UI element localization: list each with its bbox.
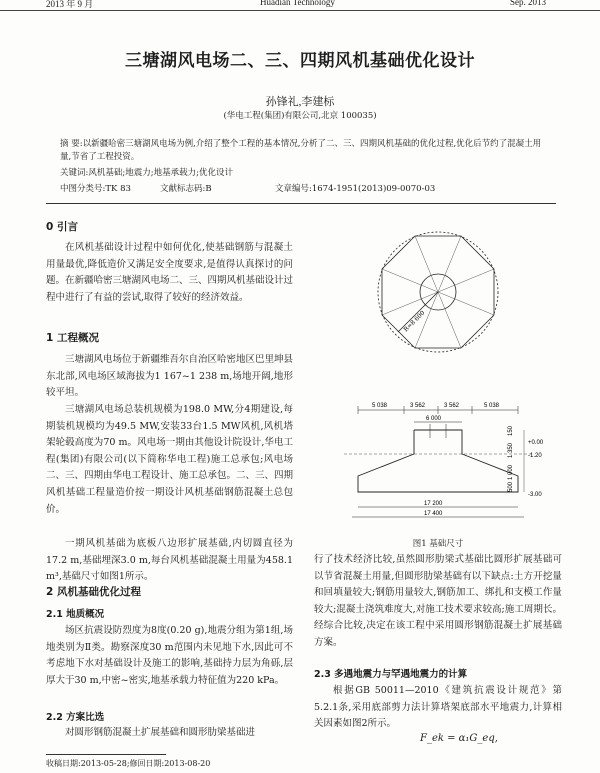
section-1-paragraph-1: 三塘湖风电场位于新疆维吾尔自治区哈密地区巴里坤县东北部,风电场区域海拔为1 167~1 238 m,场地开阔,地形较平坦。 (46, 354, 294, 399)
elevation-bottom: -3.00 (528, 492, 542, 498)
right-paragraph-1: 行了技术经济比较,虽然圆形肋梁式基础比圆形扩展基础可以节省混凝土用量,但圆形肋梁基础有以下缺点:土方开挖量和回填量较大;钢筋用量较大,钢筋加工、绑扎和支模工作量较大;混凝土浇筑难度大,对施工技术要求较高;施工周期长。经综合比较,决定在该工程中采用圆形钢筋混凝土扩展基础方案。 (314, 554, 562, 648)
figure-caption: 图1 基础尺寸 (412, 539, 464, 549)
footnote-rule (46, 754, 166, 755)
received-date: 收稿日期:2013-05-28;修回日期:2013-08-20 (46, 759, 211, 768)
affiliation: (华电工程(集团)有限公司,北京 100035) (223, 111, 377, 121)
section-1-paragraph-2: 三塘湖风电场总装机规模为198.0 MW,分4期建设,每期装机规模均为49.5 MW,安装33台1.5 MW风机,风机塔架轮毂高度为70 m。风电场一期由其他设计院设计,华电工程(集团)有限公司(以下简称华电工程)施工总承包;风电场二、三、四期由华电工程设计、施工总承包。二、三、四期风机基础工程量造价按一期设计风机基础钢筋混凝土总包价。 (46, 404, 294, 515)
header-date: 2013 年 9 月 (46, 0, 94, 9)
inner-width-label: 17 200 (424, 501, 443, 507)
dimension-row (358, 403, 518, 422)
authors: 孙锋礼,李建标 (265, 96, 335, 108)
dim-label-1: 5 038 (372, 403, 388, 409)
divider (46, 203, 556, 204)
plan-view (378, 232, 498, 352)
paper-title: 三塘湖风电场二、三、四期风机基础优化设计 (125, 51, 475, 71)
header-date-en: Sep. 2013 (510, 0, 546, 7)
section-1-heading: 1 工程概况 (46, 332, 99, 344)
abstract: 摘 要:以新疆哈密三塘湖风电场为例,介绍了整个工程的基本情况,分析了二、三、四期风机基础的优化过程,优化后节约了混凝土用量,节省了工程投资。 (60, 139, 542, 162)
header-journal: Huadian Technology (260, 0, 335, 7)
section-outline (358, 430, 518, 492)
document-code: 文献标志码:B (160, 184, 212, 194)
section-0-heading: 0 引言 (46, 221, 78, 233)
keywords: 关键词:风机基础;地震力;地基承载力;优化设计 (60, 168, 233, 178)
foundation-dimension-figure (314, 224, 562, 536)
height-label-1: 150 (508, 425, 514, 436)
section-2-1-heading: 2.1 地质概况 (46, 609, 105, 620)
radius-label: R=8 600 (402, 309, 427, 334)
section-2-1-paragraph: 场区抗震设防烈度为8度(0.20 g),地震分组为第1组,场地类别为Ⅱ类。勘察深度30 m范围内未见地下水,因此可不考虑地下水对基础设计及施工的影响,基础持力层为角砾,层厚大于30 m,中密~密实,地基承载力特征值为220 kPa。 (46, 625, 293, 686)
dim-label-4: 5 038 (484, 403, 500, 409)
height-label-3: 1 000 (508, 464, 514, 480)
elevation-top: +0.00 (528, 440, 544, 446)
center-width-label: 6 000 (426, 416, 442, 422)
elevation-mid: -1.20 (528, 453, 542, 459)
article-number: 文章编号:1674-1951(2013)09-0070-03 (275, 184, 436, 194)
dim-label-3: 3 562 (444, 403, 460, 409)
outer-width-label: 17 400 (424, 511, 443, 517)
right-paragraph-2: 根据GB 50011—2010《建筑抗震设计规范》第5.2.1条,采用底部剪力法计算塔架底部水平地震力,计算相关因素如图2所示。 (314, 685, 562, 730)
section-2-heading: 2 风机基础优化过程 (46, 586, 141, 598)
dim-label-2: 3 562 (410, 403, 426, 409)
section-1-paragraph-3: 一期风机基础为底板八边形扩展基础,内切圆直径为17.2 m,基础埋深3.0 m,每台风机基础混凝土用量为458.1 m³,基础尺寸如图1所示。 (46, 538, 293, 583)
section-2-2-heading: 2.2 方案比选 (46, 712, 105, 723)
height-label-4: 500 (508, 481, 514, 492)
section-2-2-paragraph: 对圆形钢筋混凝土扩展基础和圆形肋梁基础进 (65, 727, 256, 738)
section-0-paragraph: 在风机基础设计过程中如何优化,使基础钢筋与混凝土用量最优,降低造价又满足安全度要求,是值得认真探讨的问题。在新疆哈密三塘湖风电场二、三、四期风机基础设计过程中进行了有益的尝试,取得了较好的经济效益。 (46, 242, 294, 303)
height-label-2: 1 350 (508, 442, 514, 458)
formula: F_ek = α₁G_eq, (420, 733, 498, 744)
section-2-3-heading: 2.3 多遇地震力与罕遇地震力的计算 (314, 669, 468, 680)
clc-number: 中图分类号:TK 83 (60, 184, 131, 194)
running-header (0, 0, 600, 11)
